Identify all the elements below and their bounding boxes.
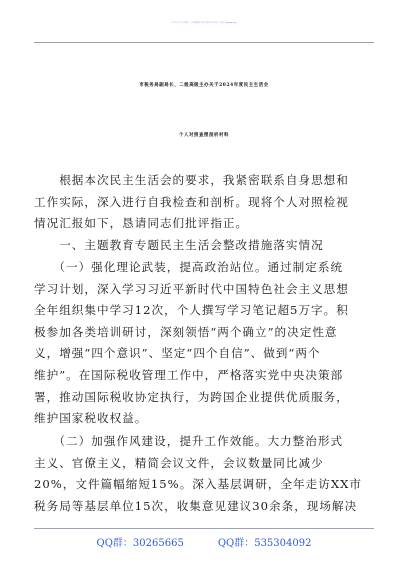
text-line: 主义、官僚主义，精简会议文件，会议数量同比减少 <box>34 455 324 470</box>
text-line: 署，推动国际税收协定执行，为跨国企业提供优质服务， <box>34 389 349 404</box>
footer-qq-group-2: QQ群：535304092 <box>217 538 312 549</box>
text-line: 义，增强“四个意识”、坚定“四个自信”、做到“两个 <box>34 346 321 361</box>
text-line: （二）加强作风建设，提升工作效能。大力整治形式 <box>34 434 344 448</box>
text-line: 根据本次民主生活会的要求，我紧密联系自身思想和 <box>34 173 349 187</box>
document-title: 市税务局副局长、二级高级主办关于2024年度民主生活会 <box>139 83 269 88</box>
text-line: 全年组织集中学习12次，个人撰写学习笔记超5万字。积 <box>34 303 349 318</box>
text-line: （一）强化理论武装，提高政治站位。通过制定系统 <box>34 260 344 274</box>
text-line: 学习计划，深入学习习近平新时代中国特色社会主义思想 <box>34 281 349 296</box>
text-line: 工作实际，深入进行自我检查和剖析。现将个人对照检视 <box>34 194 349 209</box>
text-line: 20%，文件篇幅缩短15%。深入基层调研，全年走访XX市 <box>34 477 362 492</box>
document-subtitle: 个人对照查摆剖析材料 <box>179 133 229 138</box>
text-line: 维护”。在国际税收管理工作中，严格落实党中央决策部 <box>34 367 344 382</box>
text-line: 维护国家税收权益。 <box>34 411 148 426</box>
paragraph-style <box>34 431 374 517</box>
text-line: 情况汇报如下，恳请同志们批评指正。 <box>34 216 249 231</box>
section-heading-1 <box>34 235 374 257</box>
header-banner: 关注头条号"公文研究"，获得最新最全最专业的公文资料库！ 微信：gongwenyj <box>171 23 237 24</box>
paragraph-intro <box>34 170 374 235</box>
text-line: 一、主题教育专题民主生活会整改措施落实情况 <box>34 238 324 252</box>
header-divider <box>34 42 374 43</box>
paragraph-theory <box>34 257 374 430</box>
footer <box>0 534 408 549</box>
footer-divider <box>34 528 374 529</box>
text-line: 税务局等基层单位15次，收集意见建议30余条，现场解决 <box>34 498 358 513</box>
footer-qq-group-1: QQ群：30265665 <box>96 538 184 549</box>
text-line: 极参加各类培训研讨，深刻领悟“两个确立”的决定性意 <box>34 324 338 339</box>
